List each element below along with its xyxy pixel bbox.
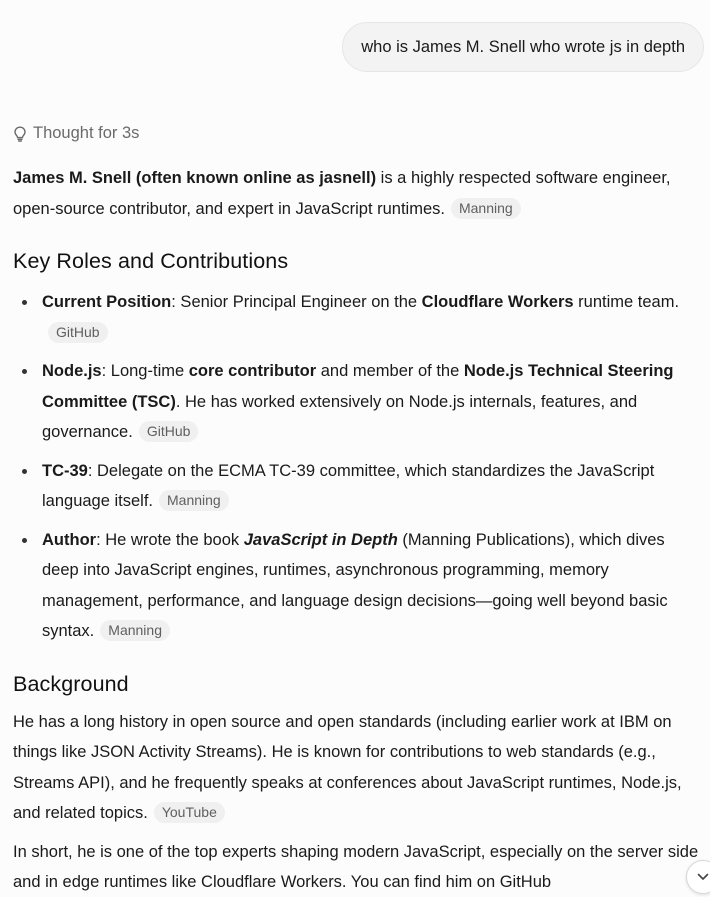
source-chip-manning[interactable]: Manning (100, 620, 170, 641)
summary-paragraph: In short, he is one of the top experts shaping modern JavaScript, especially on the server side and in edge runtimes like Cloudflare Workers. You can find him on GitHub (13, 842, 699, 891)
source-chip-github[interactable]: GitHub (139, 421, 199, 442)
list-item: Current Position: Senior Principal Engineer on the Cloudflare Workers runtime team.GitHub (13, 287, 705, 348)
list-item: Node.js: Long-time core contributor and member of the Node.js Technical Steering Committee (TSC). He has worked extensively on Node.js internals, features, and governance. GitHub (13, 356, 705, 448)
section-heading-key-roles: Key Roles and Contributions (13, 249, 289, 273)
list-item: Author: He wrote the book JavaScript in Depth (Manning Publications), which dives deep into JavaScript engines, runtimes, asynchronous programming, memory management, performance, and language design decisions—going well beyond basic syntax. Manning (13, 525, 705, 647)
source-chip-youtube[interactable]: YouTube (154, 802, 225, 823)
source-chip-manning[interactable]: Manning (159, 490, 229, 511)
section-heading-background: Background (13, 671, 129, 696)
intro-paragraph (13, 163, 705, 224)
user-message-bubble (342, 22, 704, 72)
list-item: TC-39: Delegate on the ECMA TC-39 committee, which standardizes the JavaScript language itself. Manning (13, 456, 705, 517)
background-paragraph: He has a long history in open source and open standards (including earlier work at IBM on things like JSON Activity Streams). He is known for contributions to web standards (e.g., Streams API), and he frequently speaks at conferences about JavaScript runtimes, Node.js, and related topics. YouTube (13, 712, 682, 822)
chevron-down-icon (697, 868, 709, 886)
intro-name: James M. Snell (often known online as jasnell) (13, 169, 377, 187)
key-roles-list (13, 287, 705, 647)
lightbulb-icon (13, 126, 27, 142)
thought-toggle[interactable] (13, 124, 139, 143)
user-message-text: who is James M. Snell who wrote js in depth (361, 37, 685, 56)
assistant-response (13, 163, 705, 897)
source-chip-manning[interactable]: Manning (451, 198, 521, 219)
thought-label: Thought for 3s (33, 124, 140, 142)
intro-text: is a highly respected software engineer, open-source contributor, and expert in JavaScript runtimes. (13, 169, 671, 218)
source-chip-github[interactable]: GitHub (48, 322, 108, 343)
